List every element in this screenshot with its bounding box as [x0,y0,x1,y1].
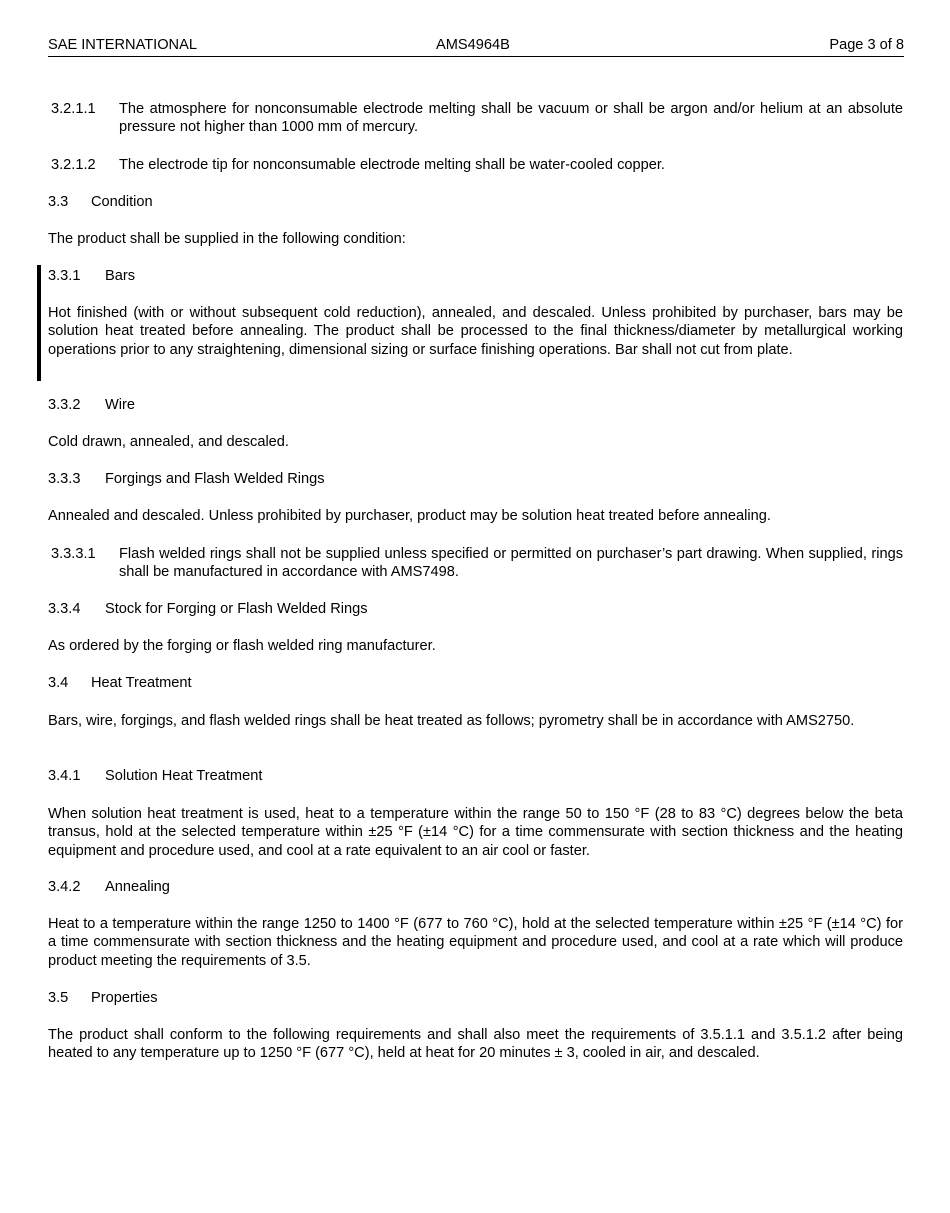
section-number: 3.3 [48,194,69,210]
section-number: 3.3.1 [48,268,81,284]
revision-change-bar [37,265,41,381]
page-header [48,36,904,57]
section-number: 3.5 [48,990,69,1006]
header-document-id: AMS4964B [436,37,510,53]
paragraph-3-2-1-2 [51,156,903,174]
section-title: Solution Heat Treatment [105,768,263,784]
section-text-3-3-3: Annealed and descaled. Unless prohibited by purchaser, product may be solution heat treated before annealing. [48,508,771,524]
section-number: 3.4.2 [48,879,81,895]
section-number: 3.3.4 [48,601,81,617]
section-title: Heat Treatment [91,675,192,691]
section-heading-3-4 [48,674,903,692]
section-title: Wire [105,397,135,413]
paragraph-number: 3.2.1.1 [51,101,96,117]
section-title: Condition [91,194,153,210]
paragraph-number: 3.2.1.2 [51,157,96,173]
section-text-3-3: The product shall be supplied in the following condition: [48,231,406,247]
section-heading-3-3-1 [48,267,903,285]
section-text-3-3-4: As ordered by the forging or flash welded ring manufacturer. [48,638,436,654]
section-heading-3-5 [48,989,903,1007]
section-title: Stock for Forging or Flash Welded Rings [105,601,368,617]
paragraph-text: The atmosphere for nonconsumable electrode melting shall be vacuum or shall be argon and/or helium at an absolute pressure not higher than 1000 mm of mercury. [119,101,903,136]
section-heading-3-3-4 [48,600,903,618]
section-text-3-4-1: When solution heat treatment is used, heat to a temperature within the range 50 to 150 °F (28 to 83 °C) degrees below the beta transus, hold at the selected temperature within ±25 °F (±14 °C) for a time commensurate with section thickness and the heating equipment and procedure used, and cool at a rate equivalent to an air cool or faster. [48,806,903,859]
section-heading-3-3-3 [48,470,903,488]
section-text-3-4-2: Heat to a temperature within the range 1250 to 1400 °F (677 to 760 °C), hold at the selected temperature within ±25 °F (±14 °C) for a time commensurate with section thickness and the heating equipment and procedure used, and cool at a rate which will produce product meeting the requirements of 3.5. [48,916,903,969]
section-title: Annealing [105,879,170,895]
section-number: 3.3.3 [48,471,81,487]
section-number: 3.4.1 [48,768,81,784]
section-number: 3.4 [48,675,69,691]
paragraph-text: The electrode tip for nonconsumable electrode melting shall be water-cooled copper. [119,157,665,173]
section-text-3-5: The product shall conform to the following requirements and shall also meet the requirements of 3.5.1.1 and 3.5.1.2 after being heated to any temperature up to 1250 °F (677 °C), held at heat for 20 minutes ± 3, cooled in air, and descaled. [48,1027,903,1062]
section-heading-3-3-2 [48,396,903,414]
header-page-number: Page 3 of 8 [829,37,904,53]
section-heading-3-4-1 [48,767,903,785]
section-text-3-3-2: Cold drawn, annealed, and descaled. [48,434,289,450]
paragraph-number: 3.3.3.1 [51,546,96,562]
section-heading-3-3 [48,193,903,211]
section-heading-3-4-2 [48,878,903,896]
section-title: Bars [105,268,136,284]
paragraph-3-2-1-1 [51,100,903,137]
section-title: Properties [91,990,158,1006]
section-number: 3.3.2 [48,397,81,413]
paragraph-text: Flash welded rings shall not be supplied unless specified or permitted on purchaser’s part drawing. When supplied, rings shall be manufactured in accordance with AMS7498. [119,546,903,581]
paragraph-3-3-3-1 [51,545,903,582]
section-text-3-4: Bars, wire, forgings, and flash welded rings shall be heat treated as follows; pyrometry shall be in accordance with AMS2750. [48,713,855,729]
section-title: Forgings and Flash Welded Rings [105,471,325,487]
header-organization: SAE INTERNATIONAL [48,37,197,53]
section-text-3-3-1: Hot finished (with or without subsequent cold reduction), annealed, and descaled. Unless prohibited by purchaser, bars may be solution heat treated before annealing. The product shall be processed to the final thickness/diameter by metallurgical working operations prior to any straightening, dimensional sizing or surface finishing operations. Bar shall not cut from plate. [48,305,903,358]
